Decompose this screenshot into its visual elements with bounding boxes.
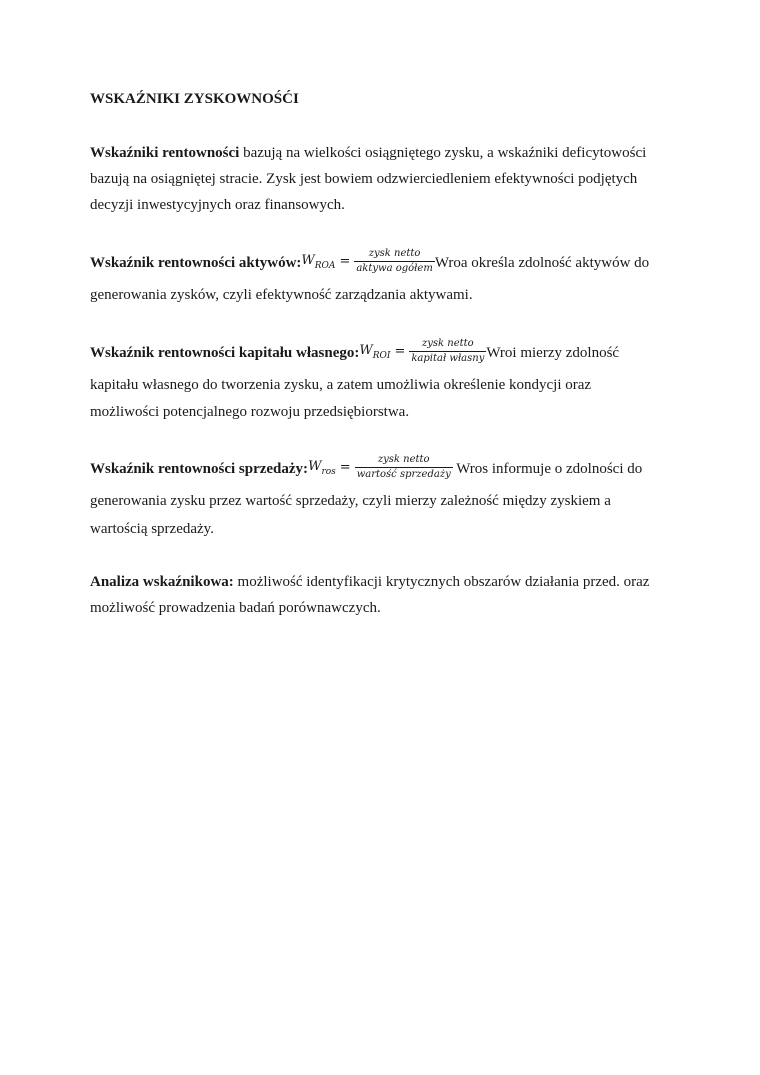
roi-fraction — [409, 338, 486, 365]
ros-numerator: zysk netto — [377, 454, 430, 466]
roa-paragraph — [90, 248, 675, 311]
ros-equals: = — [339, 459, 351, 475]
roa-denominator: aktywa ogółem — [356, 263, 433, 275]
intro-line-3: decyzji inwestycyjnych oraz finansowych. — [90, 197, 345, 213]
ros-fraction-bar — [355, 467, 453, 468]
roi-formula — [359, 336, 486, 367]
intro-paragraph — [90, 140, 675, 218]
ros-line-1-text: Wros informuje o zdolności do — [452, 461, 643, 477]
ros-line-1 — [90, 454, 675, 485]
analysis-line-1 — [90, 569, 675, 595]
roa-line-1-text: Wroa określa zdolność aktywów do — [434, 255, 650, 271]
ros-symbol: W — [308, 459, 322, 475]
ros-bold-term: Wskaźnik rentowności sprzedaży: — [90, 461, 309, 477]
roa-formula — [301, 246, 434, 277]
ros-line-3: wartością sprzedaży. — [90, 521, 214, 538]
roa-equals: = — [339, 253, 351, 269]
roa-numerator: zysk netto — [368, 248, 421, 260]
roi-line-1 — [90, 338, 675, 369]
analysis-line-1-text: możliwość identyfikacji krytycznych obszarów działania przed. oraz — [233, 574, 650, 590]
roi-fraction-bar — [409, 351, 486, 352]
roi-numerator: zysk netto — [422, 338, 474, 350]
roi-denominator: kapitał własny — [411, 353, 485, 365]
intro-line-1-text: bazują na wielkości osiągniętego zysku, a wskaźniki deficytowości — [239, 145, 647, 161]
document-title: WSKAŹNIKI ZYSKOWNOŚĆI — [90, 91, 299, 107]
analysis-paragraph — [90, 569, 675, 621]
roi-equals: = — [394, 343, 406, 359]
analysis-bold-term: Analiza wskaźnikowa: — [90, 574, 234, 590]
roi-line-1-text: Wroi mierzy zdolność — [486, 345, 620, 361]
intro-line-1 — [90, 140, 675, 166]
roa-fraction — [354, 248, 434, 275]
ros-fraction — [355, 454, 453, 481]
roi-bold-term: Wskaźnik rentowności kapitału własnego: — [90, 345, 360, 361]
roa-bold-term: Wskaźnik rentowności aktywów: — [90, 255, 302, 271]
roi-line-2: kapitału własnego do tworzenia zysku, a zatem umożliwia określenie kondycji oraz — [90, 377, 592, 394]
roa-fraction-bar — [354, 261, 434, 262]
ros-denominator: wartość sprzedaży — [356, 469, 451, 481]
ros-formula — [308, 452, 453, 483]
analysis-line-2: możliwość prowadzenia badań porównawczych. — [90, 600, 381, 616]
roa-symbol: W — [301, 253, 315, 269]
intro-bold-term: Wskaźniki rentowności — [90, 145, 240, 161]
intro-line-2: bazują na osiągniętej stracie. Zysk jest bowiem odzwierciedleniem efektywności podjętych — [90, 171, 638, 187]
roa-subscript: ROA — [314, 261, 336, 272]
roi-paragraph — [90, 338, 675, 423]
roa-line-1 — [90, 248, 675, 279]
roa-line-2: generowania zysków, czyli efektywność zarządzania aktywami. — [90, 287, 473, 304]
ros-paragraph — [90, 454, 675, 541]
ros-line-2: generowania zysku przez wartość sprzedaży, czyli mierzy zależność między zyskiem a — [90, 493, 611, 510]
roi-symbol: W — [359, 343, 373, 359]
roi-line-3: możliwości potencjalnego rozwoju przedsiębiorstwa. — [90, 404, 410, 421]
ros-subscript: ros — [321, 467, 336, 478]
roi-subscript: ROI — [372, 351, 391, 362]
